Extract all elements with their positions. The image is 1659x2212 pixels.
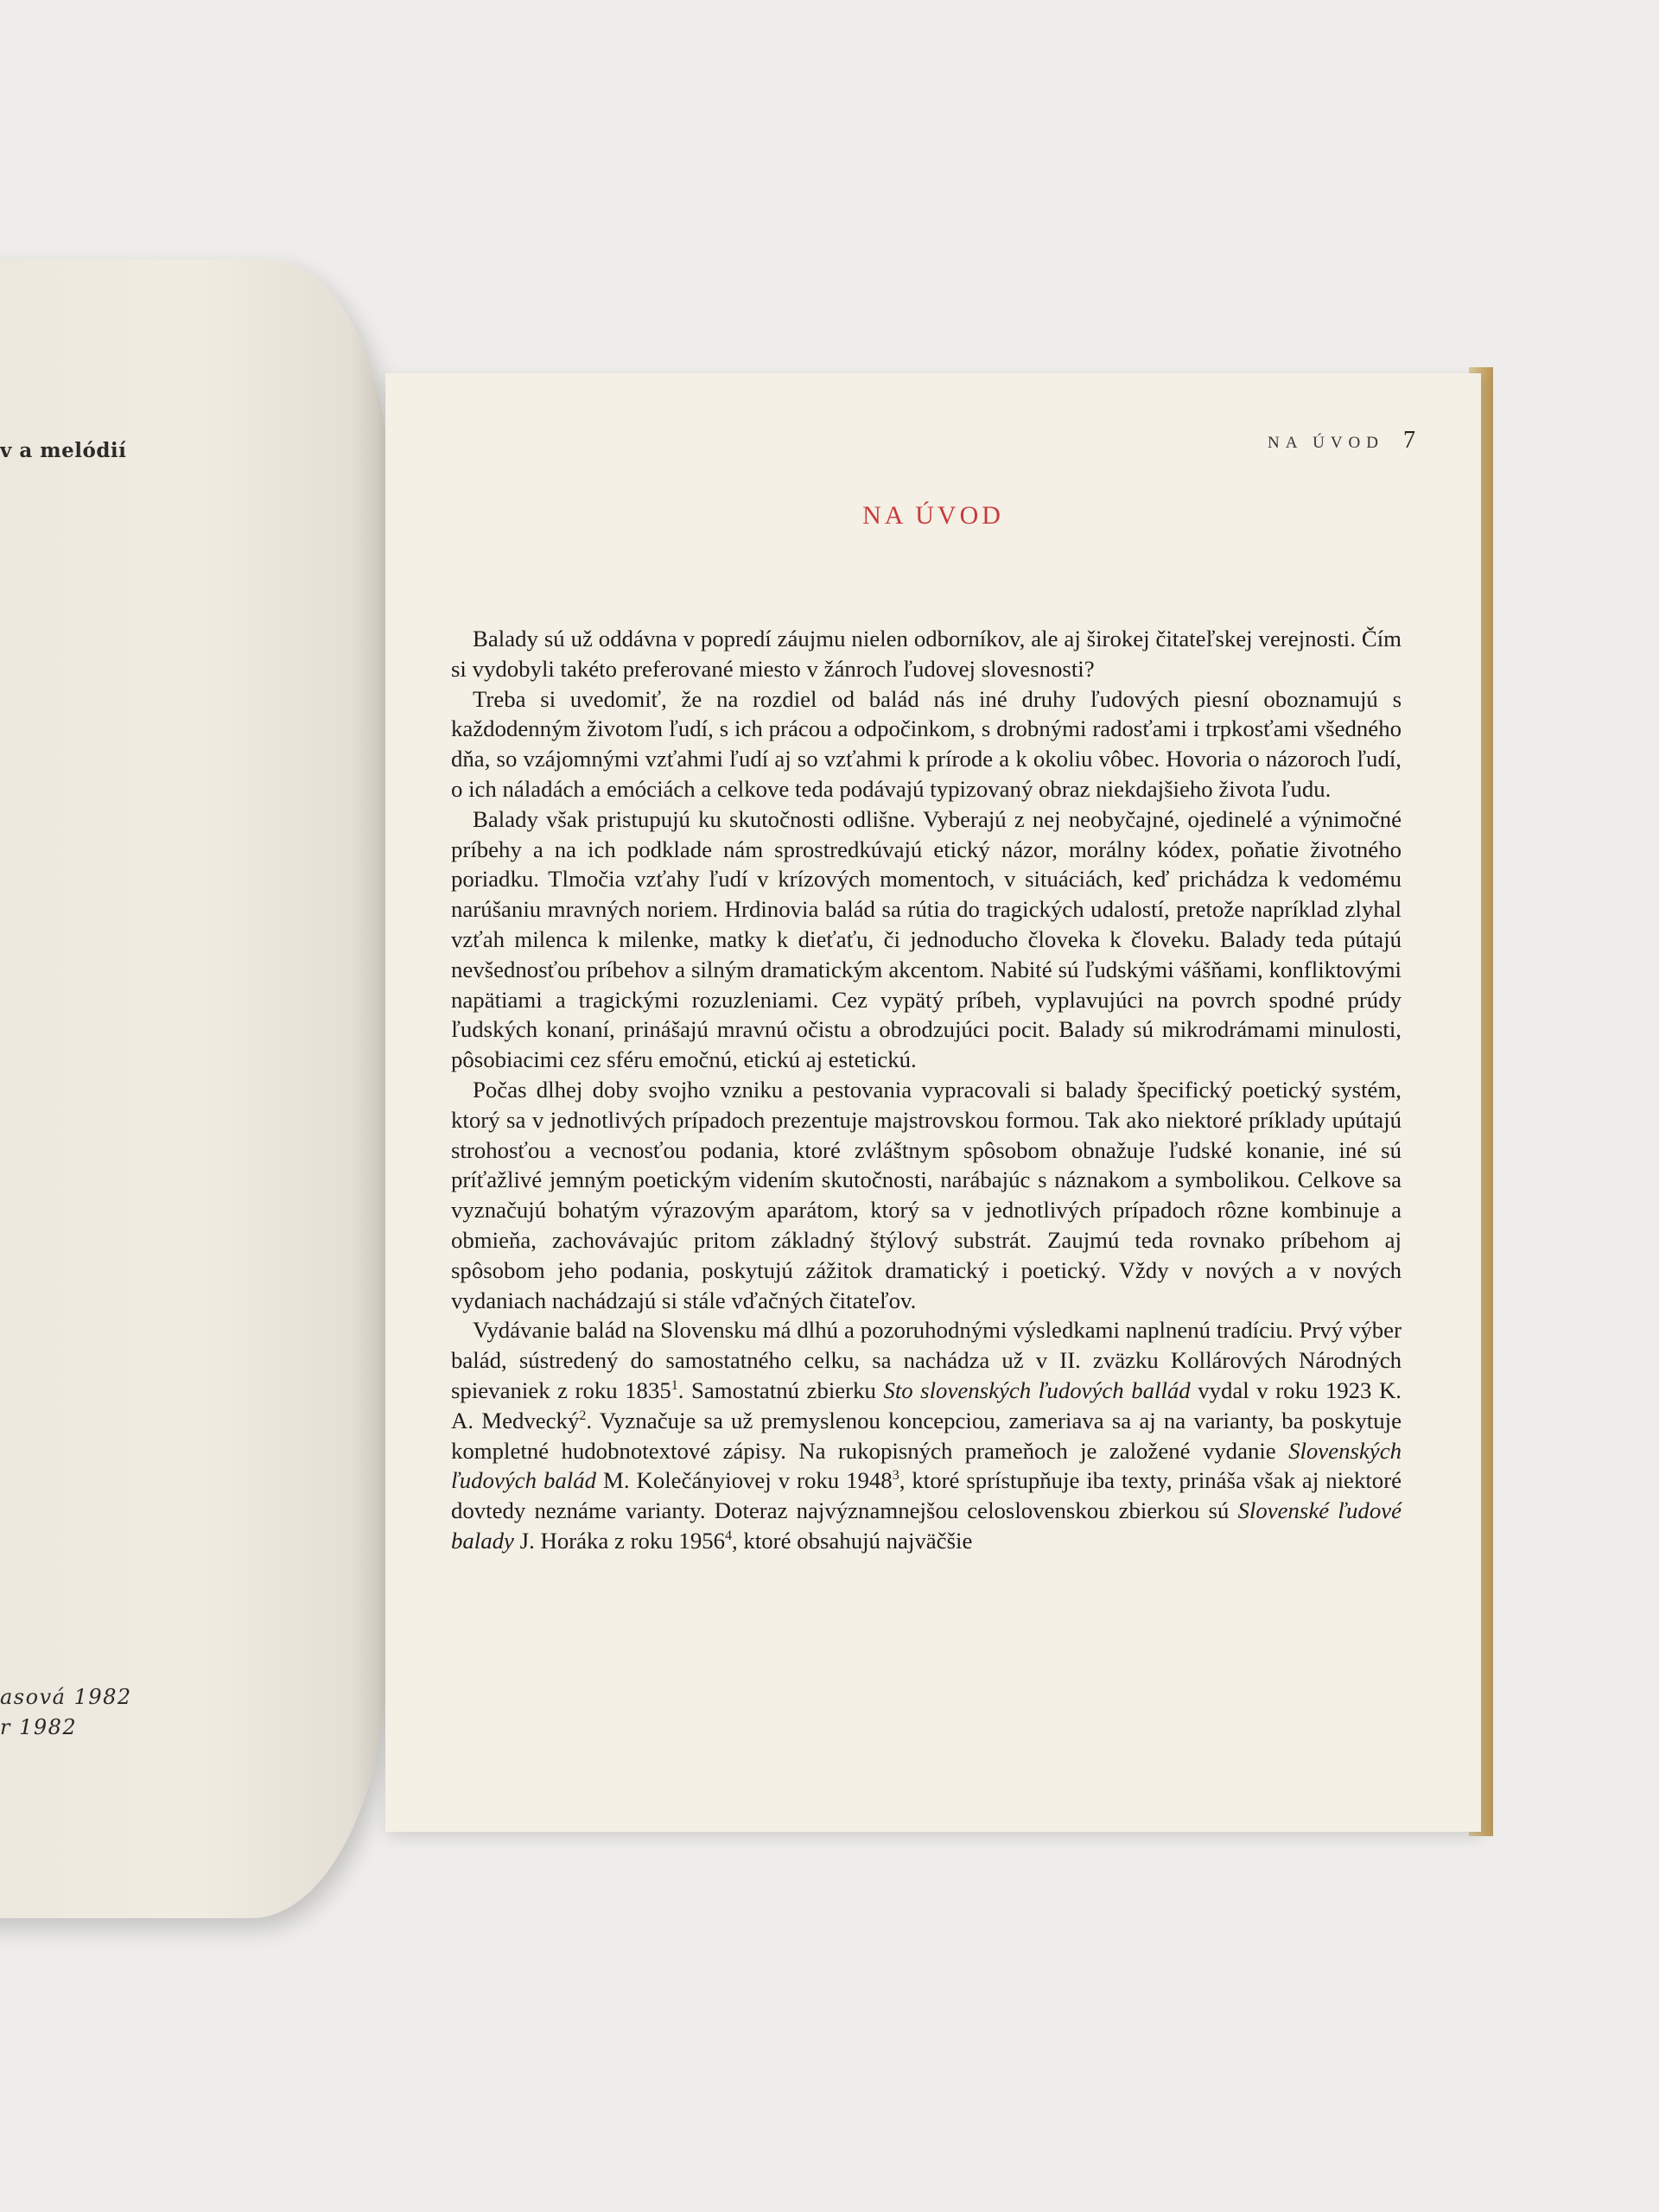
footnote-ref: 2 — [579, 1408, 587, 1423]
running-head-label: NA ÚVOD — [1267, 434, 1384, 452]
book-title: Slovenské ľudové balady — [451, 1497, 1402, 1554]
text-run: , ktoré sprístupňuje iba texty, prináša však aj niektoré dovtedy neznáme varianty. Doteraz najvýznamnejšou celoslovenskou zbierkou sú — [451, 1467, 1402, 1524]
chapter-title: NA ÚVOD — [862, 501, 1004, 530]
page-number: 7 — [1403, 427, 1415, 454]
text-run: , ktoré obsahujú najväčšie — [732, 1527, 973, 1554]
left-page-fragment: r 1982 — [0, 1715, 78, 1739]
text-run: . Samostatnú zbierku — [677, 1376, 884, 1403]
footnote-ref: 3 — [892, 1468, 899, 1484]
right-page — [385, 373, 1481, 1832]
book-title: Sto slovenských ľudových ballád — [883, 1376, 1191, 1403]
footnote-ref: 1 — [671, 1377, 678, 1393]
paragraph: Balady však pristupujú ku skutočnosti odlišne. Vyberajú z nej neobyčajné, ojedinelé a výnimočné príbehy a na ich podklade nám sprostredkúvajú etický názor, morálny kódex, poňatie životného poriadku. Tlmočia vzťahy ľudí v krízových momentoch, v situáciách, keď prichádza k vedomému narúšaniu mravných noriem. Hrdinovia balád sa rútia do tragických udalostí, pretože napríklad zlyhal vzťah milenca k milenke, matky k dieťaťu, či jednoducho človeka k človeku. Balady teda pútajú nevšednosťou príbehov a silným dramatickým akcentom. Nabité sú ľudskými vášňami, konfliktovými napätiami a tragickými rozuzleniami. Cez vypätý príbeh, vyplavujúci na povrch spodné prúdy ľudských konaní, prinášajú mravnú očistu a obrodzujúci pocit. Balady sú mikrodrámami minulosti, pôsobiacimi cez sféru emočnú, etickú aj estetickú. — [451, 805, 1402, 1073]
text-run: . Vyznačuje sa už premyslenou koncepciou, zameriava sa aj na varianty, ba poskytuje kompletné hudobnotextové zápisy. Na rukopisných prameňoch je založené vydanie — [451, 1407, 1402, 1464]
text-run: J. Horáka z roku 1956 — [513, 1527, 726, 1554]
book-title: Slovenských ľudových balád — [451, 1437, 1402, 1494]
running-head — [1268, 427, 1415, 454]
paragraph — [451, 1315, 1402, 1555]
left-page-fragment: v a melódií — [0, 439, 127, 462]
paragraph: Počas dlhej doby svojho vzniku a pestovania vypracovali si balady špecifický poetický systém, ktorý sa v jednotlivých prípadoch prezentuje majstrovskou formou. Tak ako niektoré príklady upútajú strohosťou a vecnosťou podania, ktoré zvláštnym spôsobom obnažuje ľudské konanie, iné sú príťažlivé jemným poetickým videním skutočnosti, narábajúc s náznakom a symbolikou. Celkove sa vyznačujú bohatým výrazovým aparátom, ktorý sa v jednotlivých prípadoch rôzne kombinuje a obmieňa, zachovávajúc pritom základný štýlový substrát. Zaujmú teda rovnako príbehom aj spôsobom jeho podania, poskytujú zážitok dramatický i poetický. Vždy v nových a v nových vydaniach nachádzajú si stále vďačných čitateľov. — [451, 1076, 1402, 1313]
text-run: Vydávanie balád na Slovensku má dlhú a pozoruhodnými výsledkami naplnenú tradíciu. Prvý výber balád, sústredený do samostatného celku, sa nachádza už v II. zväzku Kollárových Národných spievaniek z roku 1835 — [451, 1317, 1402, 1403]
text-run: M. Kolečányiovej v roku 1948 — [596, 1467, 893, 1494]
body-text — [451, 624, 1402, 1556]
left-page — [0, 259, 389, 1918]
paragraph: Treba si uvedomiť, že na rozdiel od balád nás iné druhy ľudových piesní oboznamujú s každodenným životom ľudí, s ich prácou a odpočinkom, s drobnými radosťami i trpkosťami všedného dňa, so vzájomnými vzťahmi ľudí aj so vzťahmi k prírode a k okoliu vôbec. Hovoria o názoroch ľudí, o ich náladách a emóciách a celkove teda podávajú typizovaný obraz niekdajšieho života ľudu. — [451, 685, 1402, 802]
text-run: vydal v roku 1923 K. A. Medvecký — [451, 1376, 1402, 1433]
footnote-ref: 4 — [725, 1528, 733, 1543]
left-page-fragment: asová 1982 — [0, 1685, 132, 1709]
paragraph: Balady sú už oddávna v popredí záujmu nielen odborníkov, ale aj širokej čitateľskej verejnosti. Čím si vydobyli takéto preferované miesto v žánroch ľudovej slovesnosti? — [451, 626, 1402, 682]
